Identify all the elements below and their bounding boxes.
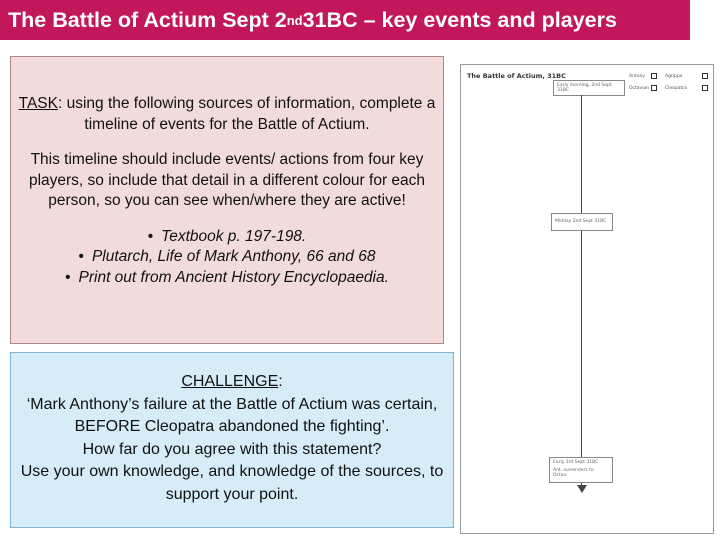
timeline-end-box [549, 457, 613, 483]
source-text: Print out from Ancient History Encyclopaedia. [78, 268, 389, 286]
challenge-instruction: Use your own knowledge, and knowledge of the sources, to support your point. [20, 463, 444, 503]
task-panel [10, 56, 444, 344]
legend-label: Cleopatra [665, 86, 687, 91]
bullet-icon: • [78, 248, 84, 265]
source-item [11, 227, 443, 248]
legend-checkbox [702, 73, 708, 79]
legend-checkbox [702, 85, 708, 91]
timeline-axis [581, 95, 582, 490]
source-item [11, 268, 443, 289]
end-box-line1: Early 3rd Sept 31BC [553, 460, 599, 465]
challenge-label: CHALLENGE [181, 373, 279, 390]
legend-checkbox [651, 73, 657, 79]
challenge-question: How far do you agree with this statement? [82, 440, 382, 458]
challenge-label-suffix: : [278, 373, 283, 390]
end-box-line2: Ant. surrenders to Octav. [553, 468, 594, 478]
challenge-quote: ‘Mark Anthony’s failure at the Battle of Actium was certain, BEFORE Cleopatra abandoned the fighting’. [26, 395, 438, 435]
challenge-heading [11, 371, 453, 394]
title-superscript: nd [286, 12, 303, 28]
timeline-worksheet-image [460, 64, 714, 534]
task-label: TASK [18, 95, 58, 112]
task-intro-text: : using the following sources of information, complete a timeline of events for the Battle of Actium. [57, 95, 436, 133]
legend-label: Octavian [629, 86, 650, 91]
source-item [11, 247, 443, 268]
bullet-icon: • [65, 268, 71, 286]
source-text: Textbook p. 197-198. [161, 227, 307, 245]
legend-label: Antony [629, 74, 645, 79]
legend-label: Agrippa [665, 74, 683, 79]
sources-list [11, 227, 443, 289]
arrow-down-icon [577, 485, 587, 493]
legend-checkbox [651, 85, 657, 91]
title-part1: The Battle of Actium Sept 2 [8, 7, 287, 32]
timeline-start-box: Early morning, 2nd Sept 31BC [553, 80, 625, 96]
timeline-title: The Battle of Actium, 31BC [467, 72, 566, 80]
timeline-mid-box: Midday 2nd Sept 31BC [551, 213, 613, 231]
task-instruction: This timeline should include events/ actions from four key players, so include that detail in a different colour for each person, so you can see when/where they are active! [28, 151, 426, 209]
task-intro [11, 94, 443, 135]
title-part2: 31BC – key events and players [302, 7, 617, 32]
slide-title [0, 0, 690, 40]
source-text: Plutarch, Life of Mark Anthony, 66 and 68 [91, 248, 376, 265]
challenge-panel [10, 352, 454, 528]
bullet-icon: • [147, 227, 154, 245]
